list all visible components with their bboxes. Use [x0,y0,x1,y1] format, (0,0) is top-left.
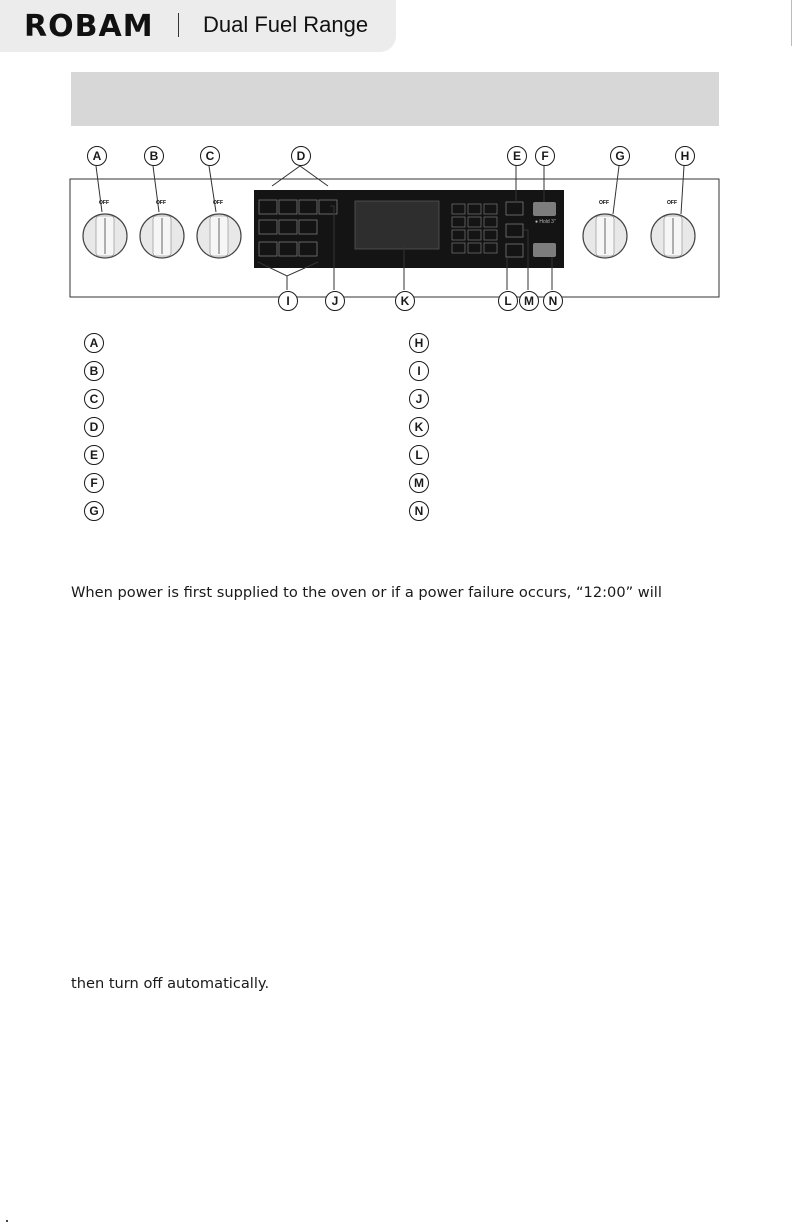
body-text-line-2: then turn off automatically. [71,975,270,992]
document-title: Dual Fuel Range [203,12,369,37]
knob-b [140,200,184,258]
legend-item-b [84,361,106,383]
control-panel-diagram [66,144,726,320]
page-mark [6,1220,8,1222]
body-text-line-1: When power is first supplied to the oven or if a power failure occurs, “12:00” will [71,584,662,601]
svg-text:● Hold 3": ● Hold 3" [535,219,556,225]
legend-badge: A [84,333,104,353]
callout-a: A [87,146,107,166]
legend-badge: D [84,417,104,437]
svg-text:OFF: OFF [599,200,609,206]
button-n [533,243,556,257]
callout-h: H [675,146,695,166]
callout-e: E [507,146,527,166]
legend-item-e [84,445,106,467]
legend-badge: M [409,473,429,493]
legend-badge: C [84,389,104,409]
legend-item-j [409,389,431,411]
callout-l: L [498,291,518,311]
legend-item-a [84,333,106,355]
legend-item-m [409,473,431,495]
legend-item-f [84,473,106,495]
display-screen [355,201,439,249]
legend-item-h [409,333,431,355]
callout-g: G [610,146,630,166]
legend-item-i [409,361,431,383]
callout-n: N [543,291,563,311]
button-f [533,202,556,216]
callout-i: I [278,291,298,311]
svg-text:OFF: OFF [213,200,223,206]
knob-a [83,200,127,258]
page-edge-line [791,0,792,46]
legend-badge: G [84,501,104,521]
callout-c: C [200,146,220,166]
legend-badge: I [409,361,429,381]
knob-c [197,200,241,258]
svg-text:OFF: OFF [667,200,677,206]
svg-text:OFF: OFF [156,200,166,206]
legend-badge: B [84,361,104,381]
header-tab [0,0,396,52]
svg-text:OFF: OFF [99,200,109,206]
legend-badge: K [409,417,429,437]
header-divider [178,13,179,37]
legend-badge: F [84,473,104,493]
callout-k: K [395,291,415,311]
callout-j: J [325,291,345,311]
callout-f: F [535,146,555,166]
legend-item-g [84,501,106,523]
legend-badge: E [84,445,104,465]
legend-badge: N [409,501,429,521]
brand-logo: ROBAM [24,9,154,44]
legend-item-d [84,417,106,439]
legend-item-c [84,389,106,411]
legend-item-n [409,501,431,523]
section-heading-band [71,72,719,126]
knob-h [651,200,695,258]
control-panel-svg [66,144,726,320]
knob-g [583,200,627,258]
legend-item-l [409,445,431,467]
legend-badge: J [409,389,429,409]
callout-d: D [291,146,311,166]
callout-m: M [519,291,539,311]
legend-item-k [409,417,431,439]
callout-b: B [144,146,164,166]
legend-badge: H [409,333,429,353]
legend-badge: L [409,445,429,465]
